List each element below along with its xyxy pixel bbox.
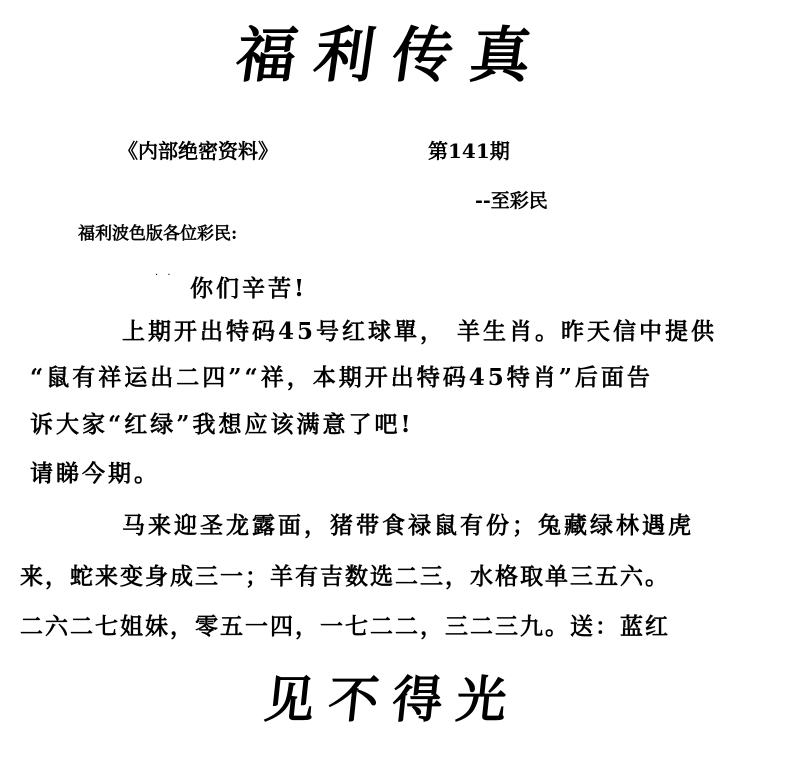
body-line-1: 上期开出特码45号红球單， 羊生肖。昨天信中提供 (122, 318, 718, 345)
body-line-7: 二六二七姐妹，零五一四，一七二二，三二三九。送：蓝红 (20, 613, 670, 640)
body-line-3: 诉大家“红绿”我想应该满意了吧! (30, 411, 414, 438)
body-line-6: 来，蛇来变身成三一；羊有吉数选二三，水格取单三五六。 (20, 563, 670, 590)
body-line-4: 请睇今期。 (30, 460, 160, 487)
greeting-line: 福利波色版各位彩民: (78, 224, 238, 244)
issue-number: 第141期 (428, 139, 510, 163)
subtitle: 《内部绝密资料》 (118, 139, 278, 163)
body-line-5: 马来迎圣龙露面，猪带食禄鼠有份；兔藏绿林遇虎 (122, 512, 694, 539)
stray-dots: · · (155, 270, 174, 281)
salutation: 你们辛苦! (190, 275, 308, 302)
body-line-2: “鼠有祥运出二四”“祥，本期开出特码45特肖”后面告 (30, 364, 653, 391)
page-title: 福利传真 (231, 21, 554, 91)
closing-title: 见不得光 (261, 670, 524, 729)
author-line: --至彩民 (475, 190, 548, 212)
